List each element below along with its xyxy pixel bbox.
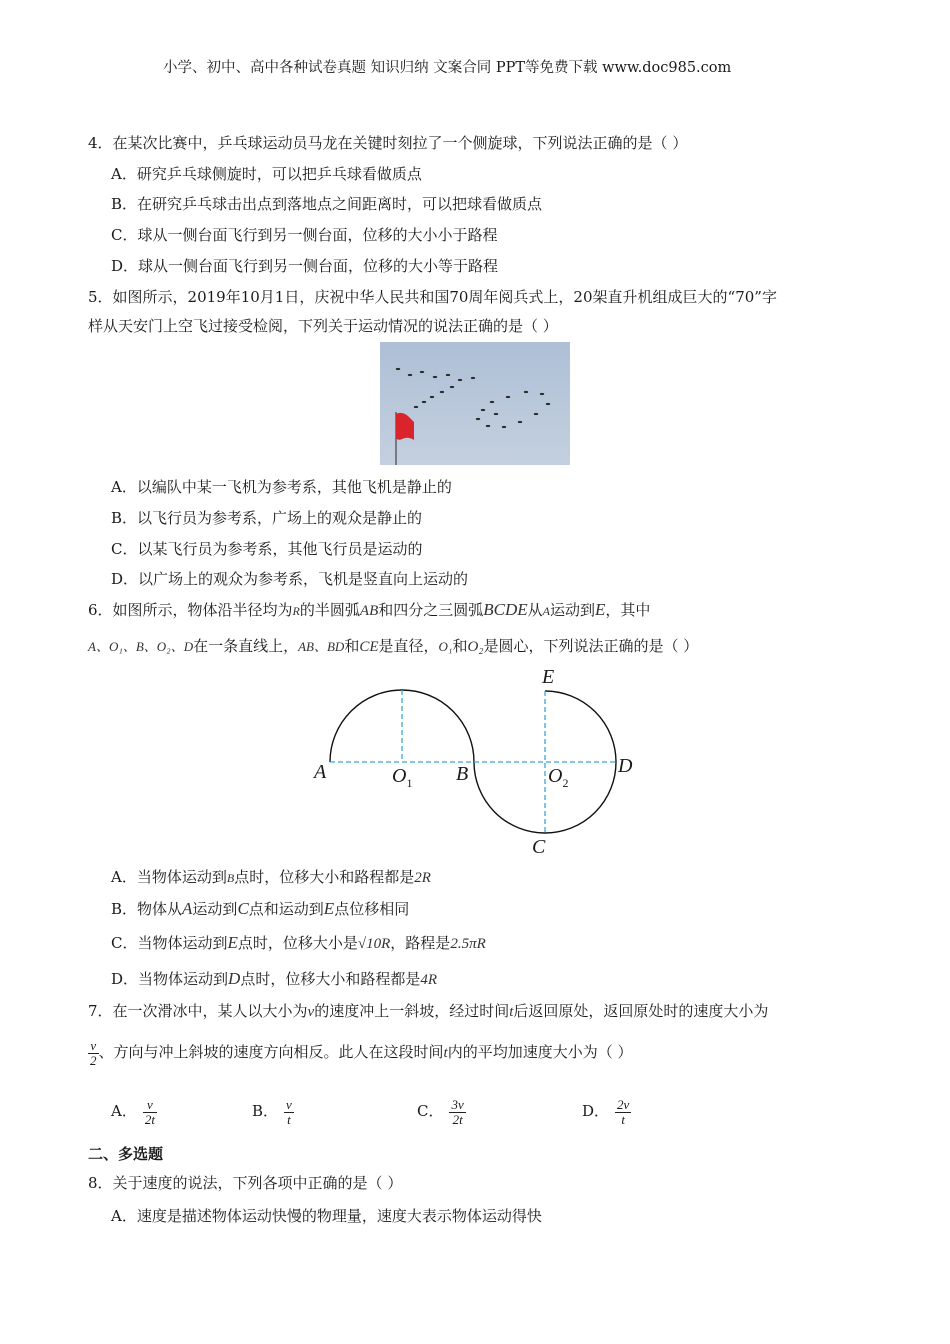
sky-background xyxy=(380,342,570,465)
q6-option-a: A．当物体运动到B点时，位移大小和路程都是2R xyxy=(111,868,431,886)
page-header: 小学、初中、高中各种试卷真题 知识归纳 文案合同 PPT等免费下载 www.doc985.com xyxy=(163,60,732,76)
q4-option-a: A．研究乒乓球侧旋时，可以把乒乓球看做质点 xyxy=(111,165,422,183)
q5-option-a: A．以编队中某一飞机为参考系，其他飞机是静止的 xyxy=(111,478,452,496)
parade-photo xyxy=(380,342,570,465)
q6-stem-line2: A、O₁、B、O₂、D在一条直线上，AB、BD和CE是直径，O₁和O₂是圆心，下列说法正确的是（ ） xyxy=(88,637,699,655)
section-multiple-choice-heading: 二、多选题 xyxy=(88,1145,164,1163)
q6-stem-line1: 6．如图所示，物体沿半径均为R的半圆弧AB和四分之三圆弧BCDE从A运动到E，其中 xyxy=(88,600,651,619)
q7-stem-line2: $\frac{v}{2}$ 、方向与冲上斜坡的速度方向相反。此人在这段时间t内的平均加速度大小为（ ） xyxy=(90,1037,633,1068)
q5-stem-line1: 5．如图所示，2019年10月1日，庆祝中华人民共和国70周年阅兵式上，20架直升机组成巨大的“70”字 xyxy=(88,288,777,306)
q7-option-d: D． $\frac{2v}{t}$ xyxy=(582,1096,630,1127)
q7-stem-line1: 7．在一次滑冰中，某人以大小为v的速度冲上一斜坡，经过时间t后返回原处，返回原处时的速度大小为 xyxy=(88,1002,769,1020)
q6-option-d: D．当物体运动到D点时，位移大小和路程都是4R xyxy=(111,969,437,988)
q4-option-c: C．球从一侧台面飞行到另一侧台面，位移的大小小于路程 xyxy=(111,226,498,244)
q6-option-c: C．当物体运动到E点时，位移大小是√10R，路程是2.5πR xyxy=(111,933,486,952)
label-b: B xyxy=(456,763,469,785)
label-o2: $O_2$ xyxy=(548,765,569,790)
label-d: D xyxy=(618,755,633,777)
label-e: E xyxy=(542,666,555,688)
q5-option-c: C．以某飞行员为参考系，其他飞行员是运动的 xyxy=(111,540,423,558)
label-o1: $O_1$ xyxy=(392,765,413,790)
q7-option-a: A． $\frac{v}{2t}$ xyxy=(111,1096,155,1127)
fraction-v-over-2: $\frac{v}{2}$ xyxy=(90,1037,97,1068)
q8-option-a: A．速度是描述物体运动快慢的物理量，速度大表示物体运动得快 xyxy=(111,1207,542,1225)
q4-option-b: B．在研究乒乓球击出点到落地点之间距离时，可以把球看做质点 xyxy=(111,195,543,213)
q7-option-b: B． $\frac{v}{t}$ xyxy=(252,1096,292,1127)
q4-stem: 4．在某次比赛中，乒乓球运动员马龙在关键时刻拉了一个侧旋球，下列说法正确的是（ ） xyxy=(88,134,688,152)
q6-option-b: B．物体从A运动到C点和运动到E点位移相同 xyxy=(111,899,410,918)
label-c: C xyxy=(532,836,546,858)
arc-diagram xyxy=(300,660,650,860)
q7-option-c: C． $\frac{3v}{2t}$ xyxy=(417,1096,464,1127)
q4-option-d: D．球从一侧台面飞行到另一侧台面，位移的大小等于路程 xyxy=(111,257,499,275)
q5-option-d: D．以广场上的观众为参考系，飞机是竖直向上运动的 xyxy=(111,570,469,588)
q5-stem-line2: 样从天安门上空飞过接受检阅，下列关于运动情况的说法正确的是（ ） xyxy=(88,317,558,335)
label-a: A xyxy=(314,761,327,783)
q5-option-b: B．以飞行员为参考系，广场上的观众是静止的 xyxy=(111,509,423,527)
q8-stem: 8．关于速度的说法，下列各项中正确的是（ ） xyxy=(88,1174,403,1192)
